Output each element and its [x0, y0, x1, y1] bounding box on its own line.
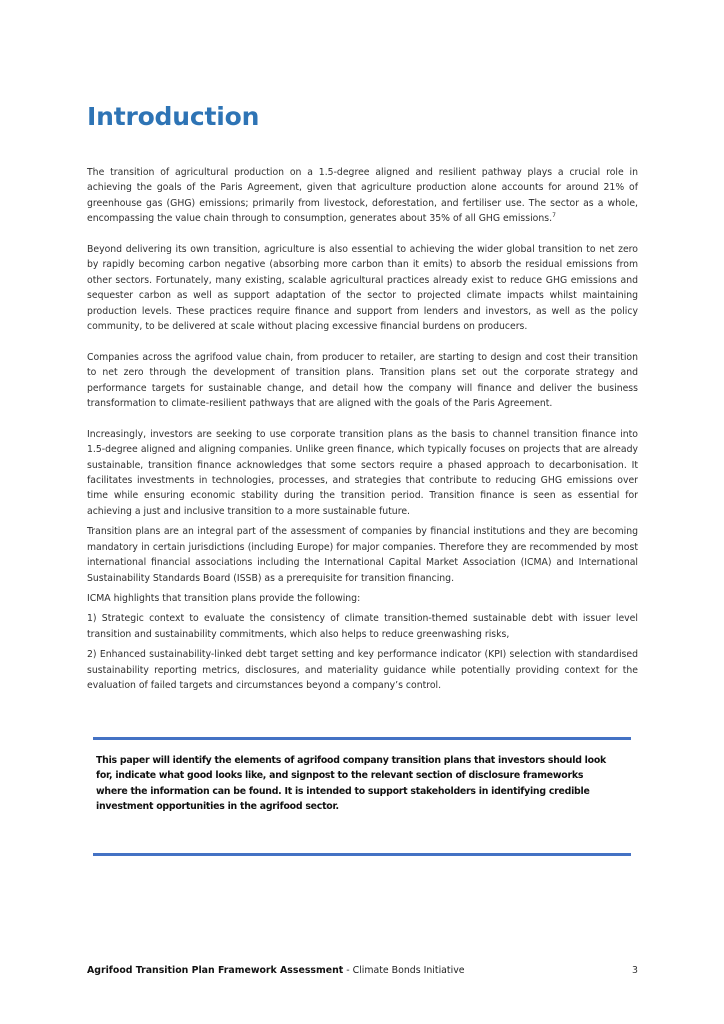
- page-footer: [87, 963, 638, 979]
- footer-separator: -: [343, 965, 353, 976]
- paragraph-6: ICMA highlights that transition plans provide the following:: [87, 592, 361, 604]
- paragraph-5: Transition plans are an integral part of the assessment of companies by financial institutions and they are becoming mandatory in certain jurisdictions (including Europe) for major companies. Therefore they are recommended by most international financial associations including the International Capital Market Association (ICMA) and International Sustainability Standards Board (ISSB) as a prerequisite for transition financing.: [87, 526, 638, 584]
- list-item-2: 2) Enhanced sustainability-linked debt target setting and key performance indicator (KPI) selection with standardised sustainability reporting metrics, disclosures, and materiality guidance while potentially providing context for the evaluation of failed targets and circumstances beyond a company’s control.: [87, 649, 638, 691]
- footnote-marker[interactable]: 7: [552, 212, 556, 220]
- callout-text: This paper will identify the elements of agrifood company transition plans that investors should look for, indicate what good looks like, and signpost to the relevant section of disclosure frameworks where the information can be found. It is intended to support stakeholders in identifying credible investment opportunities in the agrifood sector.: [96, 755, 607, 813]
- paragraph-3: Companies across the agrifood value chain, from producer to retailer, are starting to design and cost their transition to net zero through the development of transition plans. Transition plans set out the corporate strategy and performance targets for sustainable change, and detail how the company will finance and deliver the business transformation to climate-resilient pathways that are aligned with the goals of the Paris Agreement.: [87, 351, 638, 410]
- paragraph-2: Beyond delivering its own transition, agriculture is also essential to achieving the wider global transition to net zero by rapidly becoming carbon negative (absorbing more carbon than it emits) to absorb the residual emissions from other sectors. Fortunately, many existing, scalable agricultural practices already exist to reduce GHG emissions and sequester carbon as well as support adaptation of the sector to projected climate impacts whilst maintaining production levels. These practices require finance and support from lenders and investors, as well as the policy community, to be delivered at scale without placing excessive financial burdens on producers.: [87, 244, 638, 333]
- paragraph-1: [87, 165, 638, 227]
- paragraph-4: Increasingly, investors are seeking to use corporate transition plans as the basis to channel transition finance into 1.5-degree aligned and aligning companies. Unlike green finance, which typically focuses on projects that are already sustainable, transition finance acknowledges that some sectors require a phased approach to decarbonisation. It facilitates investments in technologies, processes, and strategies that contribute to reducing GHG emissions over time while ensuring economic stability during the transition period. Transition finance is seen as essential for achieving a just and inclusive transition to a more sustainable future.: [87, 428, 638, 517]
- callout-box: [93, 737, 631, 857]
- callout-top-rule: [93, 737, 631, 740]
- body-text: [87, 165, 638, 693]
- footer-org: Climate Bonds Initiative: [352, 965, 465, 976]
- page-number: 3: [632, 965, 638, 976]
- page-title: Introduction: [87, 102, 260, 131]
- callout-bottom-rule: [93, 853, 631, 856]
- list-item-1: 1) Strategic context to evaluate the consistency of climate transition-themed sustainable debt with issuer level transition and sustainability commitments, which also helps to reduce greenwashing risks,: [87, 613, 638, 640]
- footer-doc-title: Agrifood Transition Plan Framework Assessment: [87, 965, 344, 976]
- paragraph-1-text: The transition of agricultural production on a 1.5-degree aligned and resilient pathway plays a crucial role in achieving the goals of the Paris Agreement, given that agriculture production alone accounts for around 21% of greenhouse gas (GHG) emissions; primarily from livestock, deforestation, and fertiliser use. The sector as a whole, encompassing the value chain through to consumption, generates about 35% of all GHG emissions.: [87, 167, 638, 225]
